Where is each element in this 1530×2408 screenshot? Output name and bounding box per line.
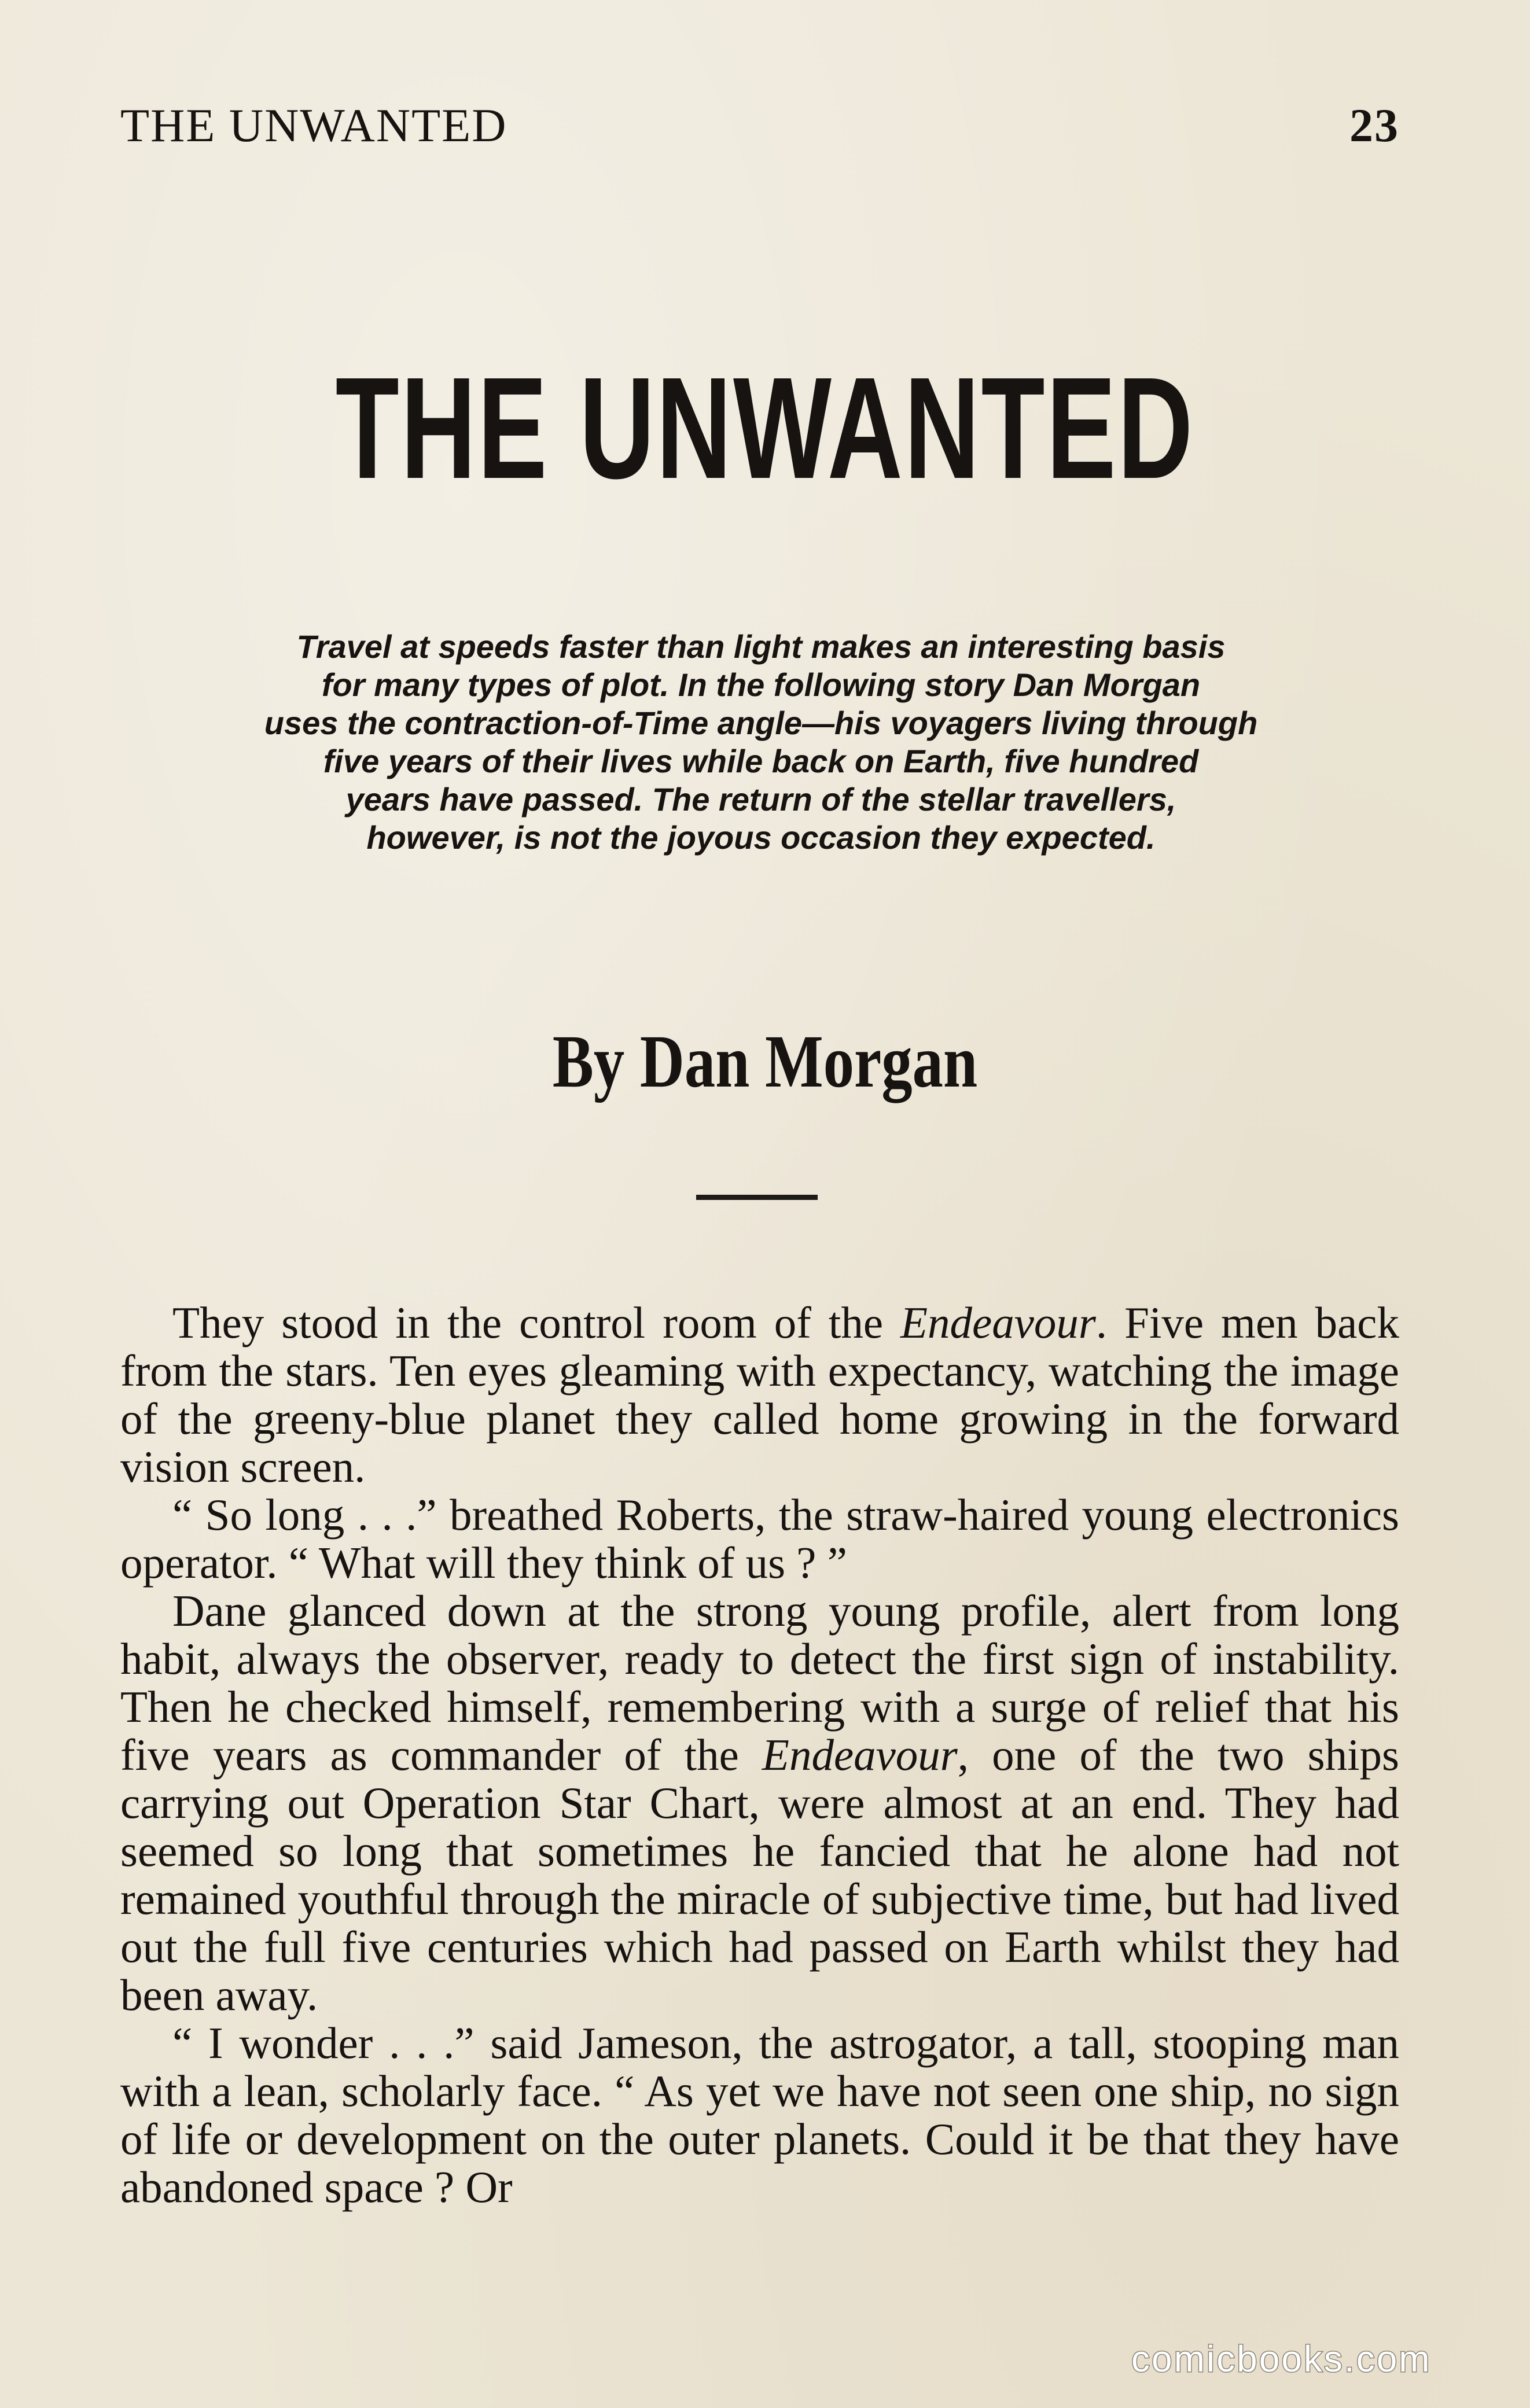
intro-blurb <box>240 628 1282 857</box>
ship-name: Endeavour <box>762 1730 958 1780</box>
byline: By Dan Morgan <box>552 1020 978 1103</box>
page-number: 23 <box>1349 99 1399 152</box>
paragraph: “ I wonder . . .” said Jameson, the astrogator, a tall, stooping man with a lean, scholarly face. “ As yet we have not seen one ship, no sign of life or development on the outer planets. Could it be that they have abandoned space ? Or <box>120 2018 1399 2212</box>
paragraph-text: They stood in the control room of the <box>172 1298 901 1347</box>
intro-line: uses the contraction-of-Time angle—his voyagers living through <box>264 705 1258 741</box>
story-body <box>120 1299 1399 2211</box>
running-header <box>120 98 1399 162</box>
intro-line: however, is not the joyous occasion they expected. <box>366 819 1156 856</box>
paragraph: “ So long . . .” breathed Roberts, the straw-haired young electronics operator. “ What will they think of us ? ” <box>120 1490 1399 1588</box>
intro-line: years have passed. The return of the stellar travellers, <box>345 781 1176 818</box>
paragraph-text: Dane glanced down at the strong young profile, alert from long habit, always the observer, ready to detect the first sign of instability. Then he checked himself, remembering with a surge of relief that his five years as commander of the <box>120 1586 1399 1780</box>
paragraph <box>120 1299 1399 1491</box>
paragraph-text: , one of the two ships carrying out Operation Star Chart, were almost at an end. They had seemed so long that sometimes he fancied that he alone had not remained youthful through the miracle of subjective time, but had lived out the full five centuries which had passed on Earth whilst they had been away. <box>120 1730 1399 2020</box>
ship-name: Endeavour <box>900 1298 1096 1347</box>
running-title: THE UNWANTED <box>120 99 507 152</box>
intro-line: five years of their lives while back on Earth, five hundred <box>323 743 1199 779</box>
intro-line: Travel at speeds faster than light makes an interesting basis <box>296 628 1226 665</box>
watermark: comicbooks.com <box>1131 2338 1432 2380</box>
paragraph-text: . Five men back from the stars. Ten eyes gleaming with expectancy, watching the image of the greeny-blue planet they called home growing in the forward vision screen. <box>120 1298 1399 1492</box>
intro-line: for many types of plot. In the following story Dan Morgan <box>321 667 1201 703</box>
paragraph <box>120 1587 1399 2019</box>
story-title: THE UNWANTED <box>335 347 1195 509</box>
section-rule <box>696 1195 818 1200</box>
